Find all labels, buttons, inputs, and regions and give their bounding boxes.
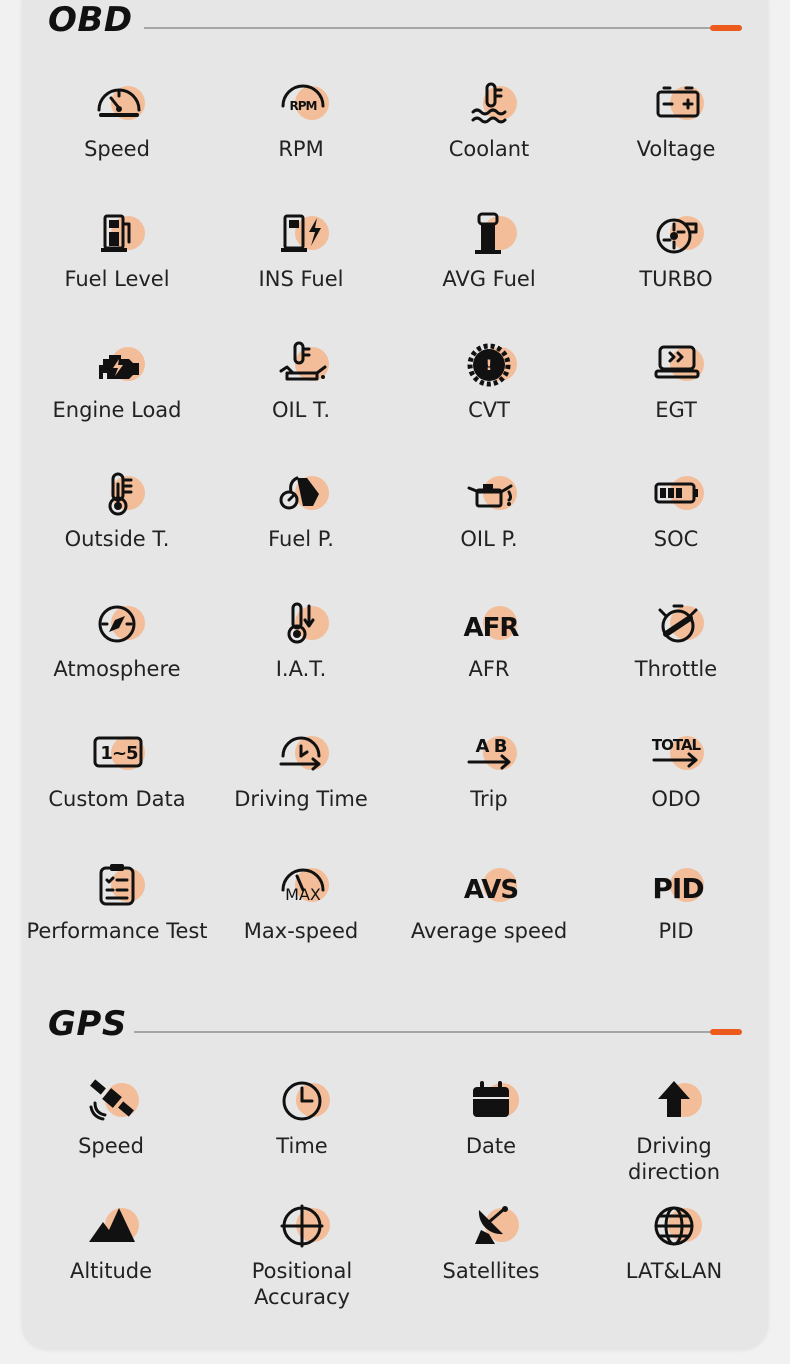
obd-section-accent bbox=[710, 25, 742, 31]
obd-gauge-odometer-total[interactable] bbox=[584, 728, 768, 812]
obd-gauge-fuel-pump-bolt[interactable] bbox=[209, 208, 393, 292]
fuel-pressure-icon bbox=[271, 468, 331, 520]
gps-section-divider bbox=[134, 1031, 742, 1033]
pid-text-icon bbox=[646, 860, 706, 912]
thermometer-icon bbox=[87, 468, 147, 520]
gauge-label: Max-speed bbox=[243, 919, 359, 943]
gauge-label: Time bbox=[276, 1134, 328, 1158]
obd-gauge-fuel-pressure[interactable] bbox=[209, 468, 393, 552]
gauge-label: Fuel Level bbox=[64, 267, 170, 291]
exhaust-gas-temperature-icon bbox=[646, 339, 706, 391]
gauge-label: Driving Time bbox=[234, 787, 368, 811]
gauge-label: PID bbox=[658, 919, 694, 943]
obd-gauge-exhaust-gas-temperature[interactable] bbox=[584, 339, 768, 423]
gauge-label: Satellites bbox=[442, 1259, 540, 1283]
gauge-label: Trip bbox=[470, 787, 508, 811]
gps-section-header bbox=[48, 1004, 748, 1044]
gps-gauge-mountain[interactable] bbox=[19, 1200, 203, 1284]
obd-gauge-fuel-nozzle[interactable] bbox=[397, 208, 581, 292]
engine-load-icon bbox=[87, 339, 147, 391]
obd-gauge-thermometer[interactable] bbox=[25, 468, 209, 552]
gauge-label: Custom Data bbox=[48, 787, 186, 811]
obd-gauge-max-speed[interactable] bbox=[209, 860, 393, 944]
svg-text:PID: PID bbox=[652, 872, 704, 905]
gps-gauge-arrow-up[interactable] bbox=[582, 1075, 766, 1185]
gauge-label: INS Fuel bbox=[258, 267, 344, 291]
obd-gauge-intake-air-temperature[interactable] bbox=[209, 598, 393, 682]
obd-gauge-pid-text[interactable] bbox=[584, 860, 768, 944]
gps-section-title: GPS bbox=[48, 1004, 127, 1044]
gps-gauge-calendar[interactable] bbox=[399, 1075, 583, 1159]
crosshair-icon bbox=[272, 1200, 332, 1252]
gauge-label: LAT&LAN bbox=[625, 1259, 723, 1283]
obd-gauge-battery-voltage[interactable] bbox=[584, 78, 768, 162]
gauge-label: Coolant bbox=[448, 137, 530, 161]
coolant-thermometer-icon bbox=[459, 78, 519, 130]
turbo-icon bbox=[646, 208, 706, 260]
gauge-label: Voltage bbox=[636, 137, 716, 161]
avs-text-icon bbox=[459, 860, 519, 912]
svg-text:A B: A B bbox=[475, 736, 507, 757]
obd-gauge-throttle-body[interactable] bbox=[584, 598, 768, 682]
gps-gauge-crosshair[interactable] bbox=[210, 1200, 394, 1310]
svg-text:MAX: MAX bbox=[285, 885, 321, 904]
gauge-label: Outside T. bbox=[64, 527, 170, 551]
cvt-gear-icon bbox=[459, 339, 519, 391]
arrow-up-icon bbox=[644, 1075, 704, 1127]
obd-gauge-fuel-pump[interactable] bbox=[25, 208, 209, 292]
odometer-total-icon bbox=[646, 728, 706, 780]
obd-gauge-speedometer[interactable] bbox=[25, 78, 209, 162]
obd-gauge-engine-load[interactable] bbox=[25, 339, 209, 423]
gauge-label: SOC bbox=[653, 527, 699, 551]
clipboard-checklist-icon bbox=[87, 860, 147, 912]
gauge-label: TURBO bbox=[639, 267, 713, 291]
gps-section-accent bbox=[710, 1029, 742, 1035]
mountain-icon bbox=[81, 1200, 141, 1252]
satellite-icon bbox=[81, 1075, 141, 1127]
battery-level-icon bbox=[646, 468, 706, 520]
obd-gauge-driving-time[interactable] bbox=[209, 728, 393, 812]
fuel-pump-icon bbox=[87, 208, 147, 260]
compass-icon bbox=[87, 598, 147, 650]
max-speed-icon bbox=[271, 860, 331, 912]
fuel-pump-bolt-icon bbox=[271, 208, 331, 260]
obd-gauge-clipboard-checklist[interactable] bbox=[25, 860, 209, 944]
obd-gauge-avs-text[interactable] bbox=[397, 860, 581, 944]
gauge-label: AVG Fuel bbox=[442, 267, 536, 291]
svg-text:TOTAL: TOTAL bbox=[651, 736, 701, 754]
gauge-label: Altitude bbox=[69, 1259, 153, 1283]
obd-gauge-custom-data[interactable] bbox=[25, 728, 209, 812]
svg-text:1~5: 1~5 bbox=[100, 743, 138, 764]
gps-gauge-satellite[interactable] bbox=[19, 1075, 203, 1159]
gauge-label: AFR bbox=[468, 657, 510, 681]
speedometer-icon bbox=[87, 78, 147, 130]
globe-icon bbox=[644, 1200, 704, 1252]
gauge-label: Speed bbox=[84, 137, 150, 161]
gauge-label: ODO bbox=[651, 787, 701, 811]
gauge-label: Atmosphere bbox=[53, 657, 181, 681]
driving-time-icon bbox=[271, 728, 331, 780]
gauge-label: Positional Accuracy bbox=[251, 1259, 353, 1309]
gauge-label: Engine Load bbox=[52, 398, 182, 422]
gps-gauge-globe[interactable] bbox=[582, 1200, 766, 1284]
gauge-label: Driving direction bbox=[627, 1134, 721, 1184]
svg-text:AVS: AVS bbox=[463, 875, 519, 905]
gauge-label: CVT bbox=[468, 398, 510, 422]
obd-gauge-oil-temperature[interactable] bbox=[209, 339, 393, 423]
gauge-label: Throttle bbox=[634, 657, 718, 681]
clock-icon bbox=[272, 1075, 332, 1127]
trip-ab-icon bbox=[459, 728, 519, 780]
gauge-label: EGT bbox=[655, 398, 697, 422]
afr-text-icon bbox=[459, 598, 519, 650]
oil-can-icon bbox=[459, 468, 519, 520]
satellite-dish-icon bbox=[461, 1200, 521, 1252]
gauge-label: Date bbox=[465, 1134, 517, 1158]
gps-gauge-satellite-dish[interactable] bbox=[399, 1200, 583, 1284]
gauge-label: Speed bbox=[78, 1134, 144, 1158]
gauge-label: Fuel P. bbox=[268, 527, 334, 551]
gauge-label: Average speed bbox=[410, 919, 568, 943]
rpm-gauge-icon bbox=[271, 78, 331, 130]
obd-gauge-turbo[interactable] bbox=[584, 208, 768, 292]
gauge-label: RPM bbox=[278, 137, 324, 161]
obd-section-title: OBD bbox=[48, 0, 133, 40]
calendar-icon bbox=[461, 1075, 521, 1127]
obd-gauge-oil-can[interactable] bbox=[397, 468, 581, 552]
obd-gauge-afr-text[interactable] bbox=[397, 598, 581, 682]
svg-text:!: ! bbox=[485, 358, 493, 374]
fuel-nozzle-icon bbox=[459, 208, 519, 260]
obd-section-header bbox=[48, 0, 748, 40]
obd-section-divider bbox=[144, 27, 742, 29]
gauge-label: Performance Test bbox=[26, 919, 208, 943]
custom-data-icon bbox=[87, 728, 147, 780]
throttle-body-icon bbox=[646, 598, 706, 650]
svg-text:AFR: AFR bbox=[463, 613, 519, 643]
battery-voltage-icon bbox=[646, 78, 706, 130]
obd-gauge-cvt-gear[interactable] bbox=[397, 339, 581, 423]
obd-gauge-rpm-gauge[interactable] bbox=[209, 78, 393, 162]
obd-gauge-compass[interactable] bbox=[25, 598, 209, 682]
gauge-label: I.A.T. bbox=[275, 657, 327, 681]
gps-gauge-clock[interactable] bbox=[210, 1075, 394, 1159]
gauge-label: OIL P. bbox=[460, 527, 518, 551]
obd-gauge-coolant-thermometer[interactable] bbox=[397, 78, 581, 162]
svg-text:RPM: RPM bbox=[289, 99, 317, 113]
gauge-label: OIL T. bbox=[271, 398, 331, 422]
obd-gauge-battery-level[interactable] bbox=[584, 468, 768, 552]
obd-gauge-trip-ab[interactable] bbox=[397, 728, 581, 812]
oil-temperature-icon bbox=[271, 339, 331, 391]
intake-air-temperature-icon bbox=[271, 598, 331, 650]
